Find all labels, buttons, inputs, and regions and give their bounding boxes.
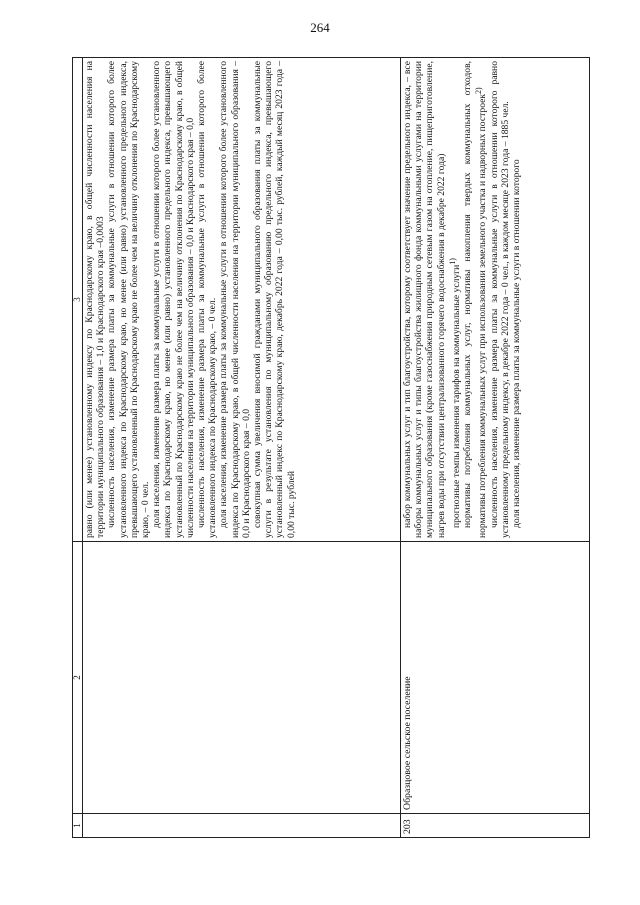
row2-paragraph: доля населения, изменение размера платы за коммунальные услуги в отношении которого [511, 159, 523, 528]
row2-paragraph-text: нормативы потребления коммунальных услуг, нормативы накопления твердых коммунальных отходов, нормативы потребления коммунальных услуг при использовании земельного участка и надворных построек [462, 61, 489, 538]
rotated-table-wrapper [72, 58, 590, 838]
row2-name-cell: Образцовое сельское поселение [401, 542, 590, 814]
header-col-1: 1 [73, 814, 83, 838]
row1-paragraph: численность населения, изменение размера платы за коммунальные услуги в отношении которого более установленного индекса по Краснодарскому краю, но менее (или равно) установленного предельного индекса, превышающего установленный по Краснодарскому краю не более чем на величину отклонения по Краснодарскому краю, – 0 чел. [106, 61, 152, 538]
row1-paragraph: равно (или менее) установленному индексу по Краснодарскому краю, в общей численности населения на территории муниципального образования – 1,0 и Краснодарского края –0,0003 [84, 61, 107, 538]
page-number: 264 [310, 20, 330, 35]
row1-paragraph: совокупная сумма увеличения вносимой гражданами муниципального образования платы за коммунальные услуги в результате установления по муниципальному образованию предельного индекса, превышающего установленный индекс по Краснодарскому краю, декабрь 2022 года – 0,00 тыс. рублей, каждый месяц 2023 года – 0,00 тыс. рублей [252, 61, 297, 538]
row1-name-cell [83, 542, 401, 814]
header-col-3: 3 [73, 58, 83, 542]
row2-paragraph: набор коммунальных услуг и тип благоустройства, которому соответствует значение предельного индекса, – все наборы коммунальных услуг и типы благоустройства жилищного фонда коммунальными услугами на территории муниципального образования (кроме газоснабжения природным сетевым газом на отопление, пищеприготовление, нагрев воды при отсутствии централизованного горячего водоснабжения в декабре 2022 года) [402, 61, 447, 538]
header-col-2: 2 [73, 542, 83, 814]
table-header-row [73, 58, 83, 838]
footnote-marker-2: 2) [474, 87, 484, 94]
row1-paragraph: доля населения, изменение размера платы за коммунальные услуги в отношении которого более установленного индекса по Краснодарскому краю, в общей численности населения на территории муниципального образования – 0,0 и Краснодарского края – 0,0 [218, 61, 252, 538]
row1-text-cell [83, 58, 401, 542]
table-row-203 [401, 58, 590, 838]
row2-number-cell: 203 [401, 814, 590, 838]
row2-text-cell [401, 58, 590, 542]
row2-paragraph-text: прогнозные темпы изменения тарифов на коммунальные услуги [451, 264, 462, 528]
row2-paragraph [447, 61, 462, 538]
row1-paragraph: численность населения, изменение размера платы за коммунальные услуги в отношении которого более установленного индекса по Краснодарскому краю, – 0 чел. [196, 61, 219, 538]
row1-paragraph: доля населения, изменение размера платы за коммунальные услуги в отношении которого более установленного индекса по Краснодарскому краю, но менее (или равно) установленного предельного индекса, превышающего установленный по Краснодарскому краю не более чем на величину отклонения по Краснодарскому краю, в общей численности населения на территории муниципального образования – 0,0 и Краснодарского края – 0,0 [151, 61, 196, 538]
table-row-continuation [83, 58, 401, 838]
row2-paragraph: численность населения, изменение размера платы за коммунальные услуги в отношении которого равно установленному предельному индексу, в декабре 2022 года – 0 чел., в каждом месяце 2023 года – 1885 чел. [488, 61, 511, 538]
data-table [72, 57, 590, 838]
footnote-marker-1: 1) [447, 258, 457, 265]
row2-paragraph [462, 61, 489, 538]
row1-number-cell [83, 814, 401, 838]
